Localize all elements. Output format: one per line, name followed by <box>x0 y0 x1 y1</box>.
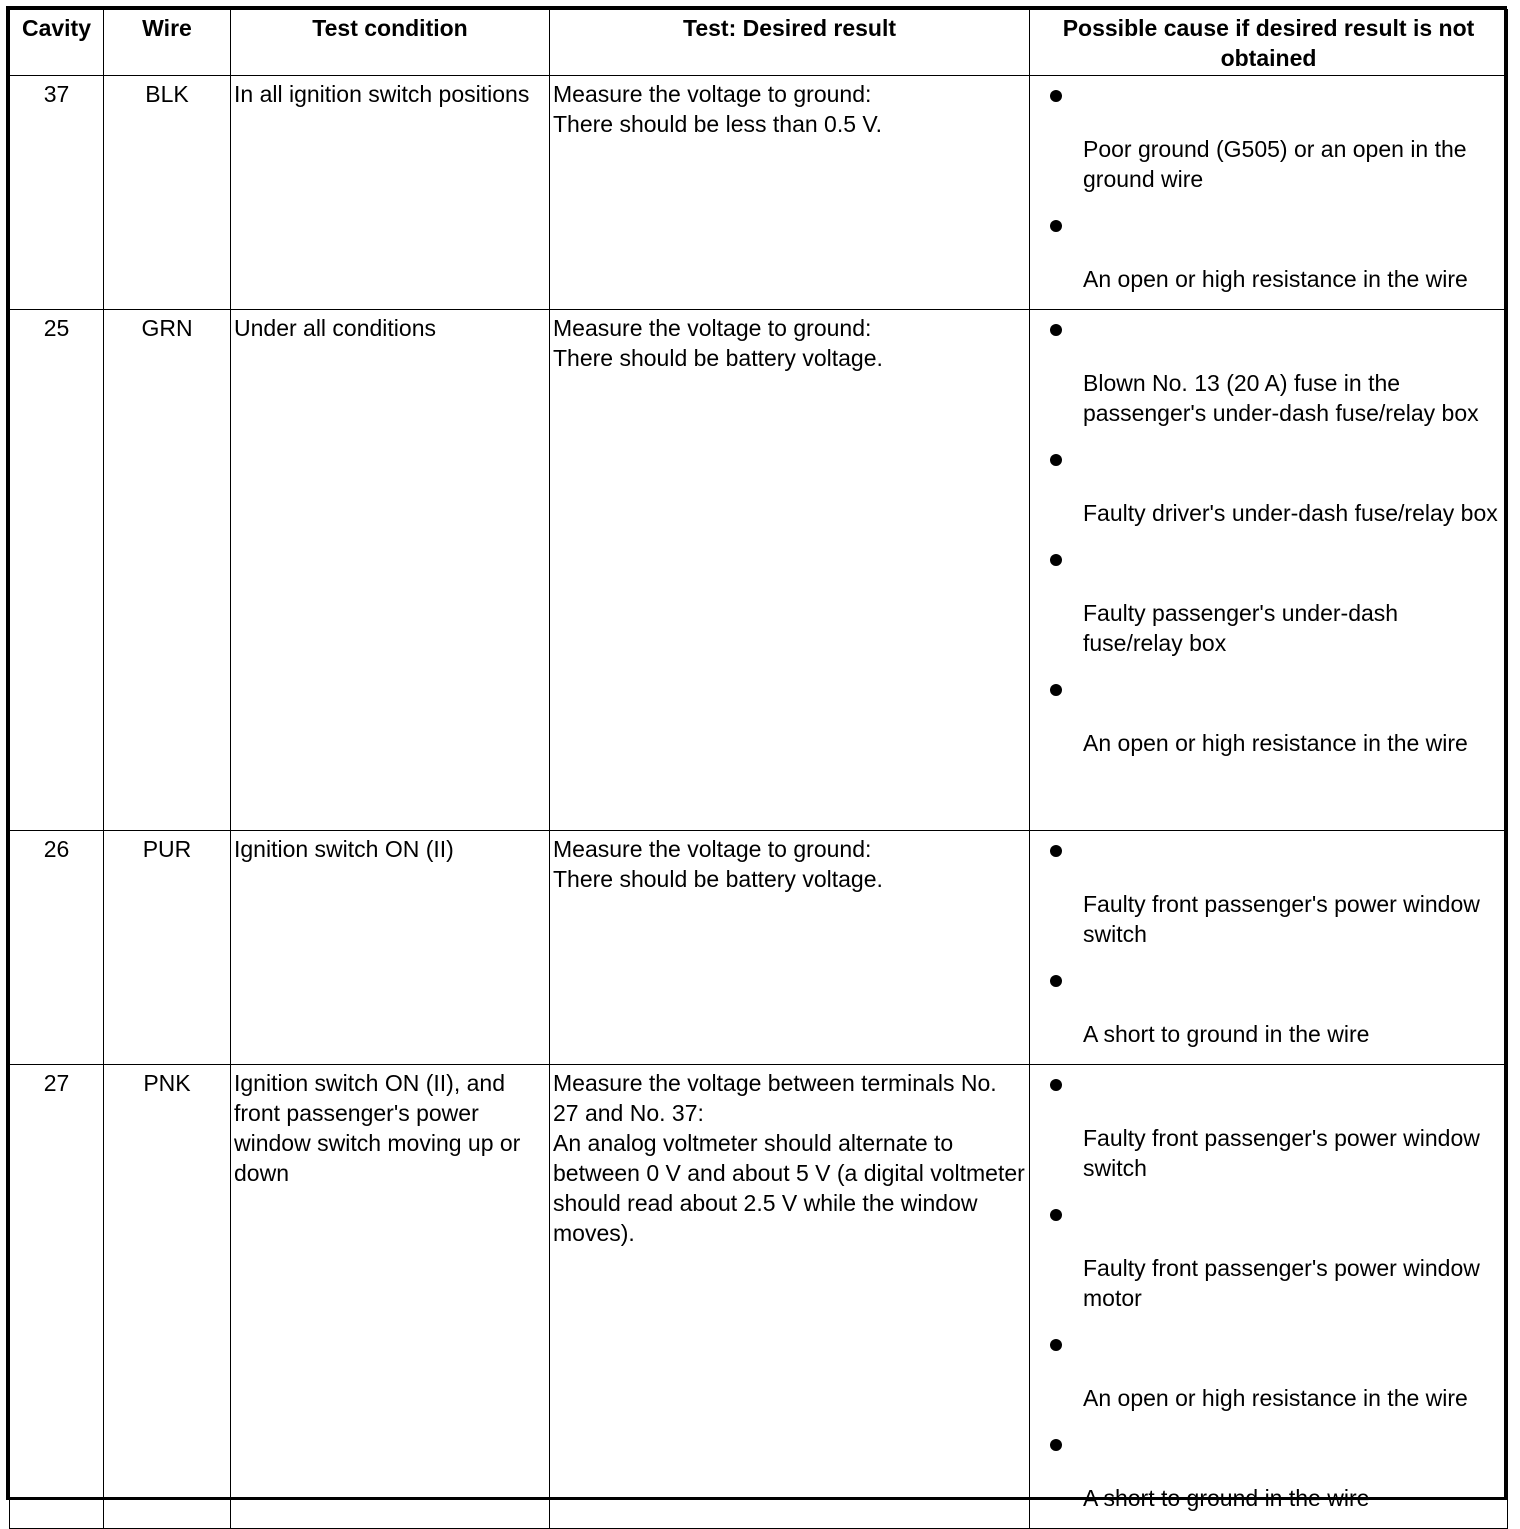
cause-item <box>1050 1198 1503 1313</box>
cause-text: Faulty front passenger's power window switch <box>1083 1125 1480 1181</box>
table-row <box>10 1065 1508 1529</box>
bullet-icon <box>1050 324 1062 336</box>
cause-item <box>1050 673 1503 758</box>
cause-item <box>1050 834 1503 949</box>
bullet-icon <box>1050 90 1062 102</box>
cause-text: An open or high resistance in the wire <box>1083 730 1468 756</box>
cause-text: A short to ground in the wire <box>1083 1485 1370 1511</box>
desired-result-cell <box>550 831 1030 1065</box>
result-line: Measure the voltage to ground: <box>553 836 872 862</box>
cause-item <box>1050 79 1503 194</box>
table-header-row <box>10 10 1508 76</box>
cause-item <box>1050 313 1503 428</box>
bullet-icon <box>1050 1209 1062 1221</box>
cause-item <box>1050 209 1503 294</box>
bullet-icon <box>1050 975 1062 987</box>
bullet-icon <box>1050 554 1062 566</box>
cause-text: Blown No. 13 (20 A) fuse in the passenger's under-dash fuse/relay box <box>1083 370 1479 426</box>
cause-text: Poor ground (G505) or an open in the ground wire <box>1083 136 1467 192</box>
result-line: Measure the voltage to ground: <box>553 315 872 341</box>
cause-item <box>1050 543 1503 658</box>
table-row <box>10 831 1508 1065</box>
possible-cause-cell <box>1030 76 1508 310</box>
cause-text: A short to ground in the wire <box>1083 1021 1370 1047</box>
bullet-icon <box>1050 454 1062 466</box>
result-line: There should be battery voltage. <box>553 345 883 371</box>
bullet-icon <box>1050 684 1062 696</box>
test-condition-cell: Ignition switch ON (II), and front passenger's power window switch moving up or down <box>231 1065 550 1529</box>
cause-item <box>1050 443 1503 528</box>
cavity-cell: 27 <box>10 1065 104 1529</box>
result-line: Measure the voltage between terminals No. 27 and No. 37: <box>553 1070 997 1126</box>
cause-text: Faulty driver's under-dash fuse/relay box <box>1083 500 1498 526</box>
bullet-icon <box>1050 1439 1062 1451</box>
cause-text: Faulty front passenger's power window switch <box>1083 891 1480 947</box>
cavity-cell: 37 <box>10 76 104 310</box>
bullet-icon <box>1050 1339 1062 1351</box>
table-row <box>10 310 1508 831</box>
cause-item <box>1050 964 1503 1049</box>
desired-result-cell <box>550 1065 1030 1529</box>
bullet-icon <box>1050 220 1062 232</box>
wire-cell: GRN <box>104 310 231 831</box>
result-line: There should be less than 0.5 V. <box>553 111 883 137</box>
header-possible-cause: Possible cause if desired result is not obtained <box>1030 10 1508 76</box>
cause-text: Faulty front passenger's power window motor <box>1083 1255 1480 1311</box>
cause-text: An open or high resistance in the wire <box>1083 266 1468 292</box>
possible-cause-cell <box>1030 831 1508 1065</box>
result-line: Measure the voltage to ground: <box>553 81 872 107</box>
header-cavity: Cavity <box>10 10 104 76</box>
cavity-cell: 26 <box>10 831 104 1065</box>
cavity-cell: 25 <box>10 310 104 831</box>
header-desired-result: Test: Desired result <box>550 10 1030 76</box>
cause-item <box>1050 1068 1503 1183</box>
bullet-icon <box>1050 845 1062 857</box>
header-wire: Wire <box>104 10 231 76</box>
cause-item <box>1050 1428 1503 1513</box>
connector-test-table <box>9 9 1508 1529</box>
desired-result-cell <box>550 76 1030 310</box>
wire-cell: BLK <box>104 76 231 310</box>
test-condition-cell: Ignition switch ON (II) <box>231 831 550 1065</box>
bullet-icon <box>1050 1079 1062 1091</box>
test-condition-cell: In all ignition switch positions <box>231 76 550 310</box>
possible-cause-cell <box>1030 1065 1508 1529</box>
cause-text: Faulty passenger's under-dash fuse/relay box <box>1083 600 1399 656</box>
result-line: There should be battery voltage. <box>553 866 883 892</box>
result-line: An analog voltmeter should alternate to between 0 V and about 5 V (a digital voltmeter should read about 2.5 V while the window moves). <box>553 1130 1025 1246</box>
possible-cause-cell <box>1030 310 1508 831</box>
test-table-container <box>6 6 1507 1511</box>
table-row <box>10 76 1508 310</box>
test-condition-cell: Under all conditions <box>231 310 550 831</box>
desired-result-cell <box>550 310 1030 831</box>
cause-text: An open or high resistance in the wire <box>1083 1385 1468 1411</box>
wire-cell: PNK <box>104 1065 231 1529</box>
header-test-condition: Test condition <box>231 10 550 76</box>
cause-item <box>1050 1328 1503 1413</box>
wire-cell: PUR <box>104 831 231 1065</box>
